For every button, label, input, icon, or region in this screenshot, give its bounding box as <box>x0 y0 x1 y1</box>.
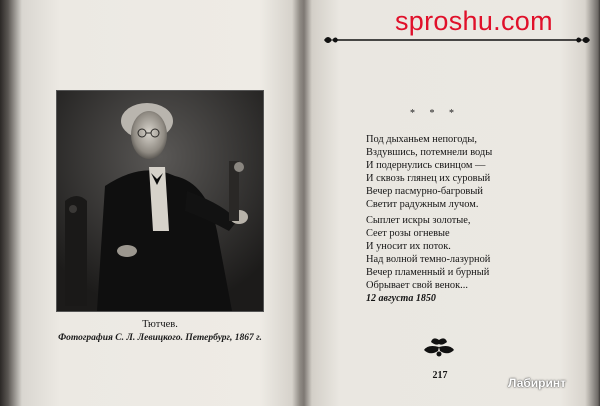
poem-stanza-2 <box>366 214 490 292</box>
poem-stanza-1 <box>366 133 492 211</box>
poem-line: Светит радужным лучом. <box>366 199 479 210</box>
poem-line: Вздувшись, потемнели воды <box>366 147 493 158</box>
poem-line: Обрывает свой венок... <box>366 280 468 291</box>
photo-caption-name: Тютчев. <box>142 319 178 330</box>
poem-line: Сеет розы огневые <box>366 228 450 239</box>
photo-caption-source: Фотография С. Л. Левицкого. Петербург, 1867 г. <box>58 333 262 343</box>
header-ornament-icon <box>322 33 592 47</box>
poem-line: Над волной темно-лазурной <box>366 254 491 265</box>
poem-line: Сыплет искры золотые, <box>366 215 471 226</box>
poem-line: И подернулись свинцом — <box>366 160 486 171</box>
portrait-image <box>57 91 263 311</box>
poem-line: И уносит их поток. <box>366 241 451 252</box>
poem-line: Под дыханьем непогоды, <box>366 134 477 145</box>
portrait-photo <box>56 90 264 312</box>
watermark-text: sproshu.com <box>395 6 553 36</box>
poem-line: Вечер пасмурно-багровый <box>366 186 483 197</box>
poem-line: И сквозь глянец их суровый <box>366 173 491 184</box>
page-number: 217 <box>432 370 448 381</box>
poem-line: Вечер пламенный и бурный <box>366 267 490 278</box>
floral-ornament-icon <box>420 336 458 358</box>
publisher-logo: Лабиринт <box>508 376 567 390</box>
poem-separator-stars: * * * <box>410 108 460 119</box>
poem-date: 12 августа 1850 <box>366 293 436 304</box>
